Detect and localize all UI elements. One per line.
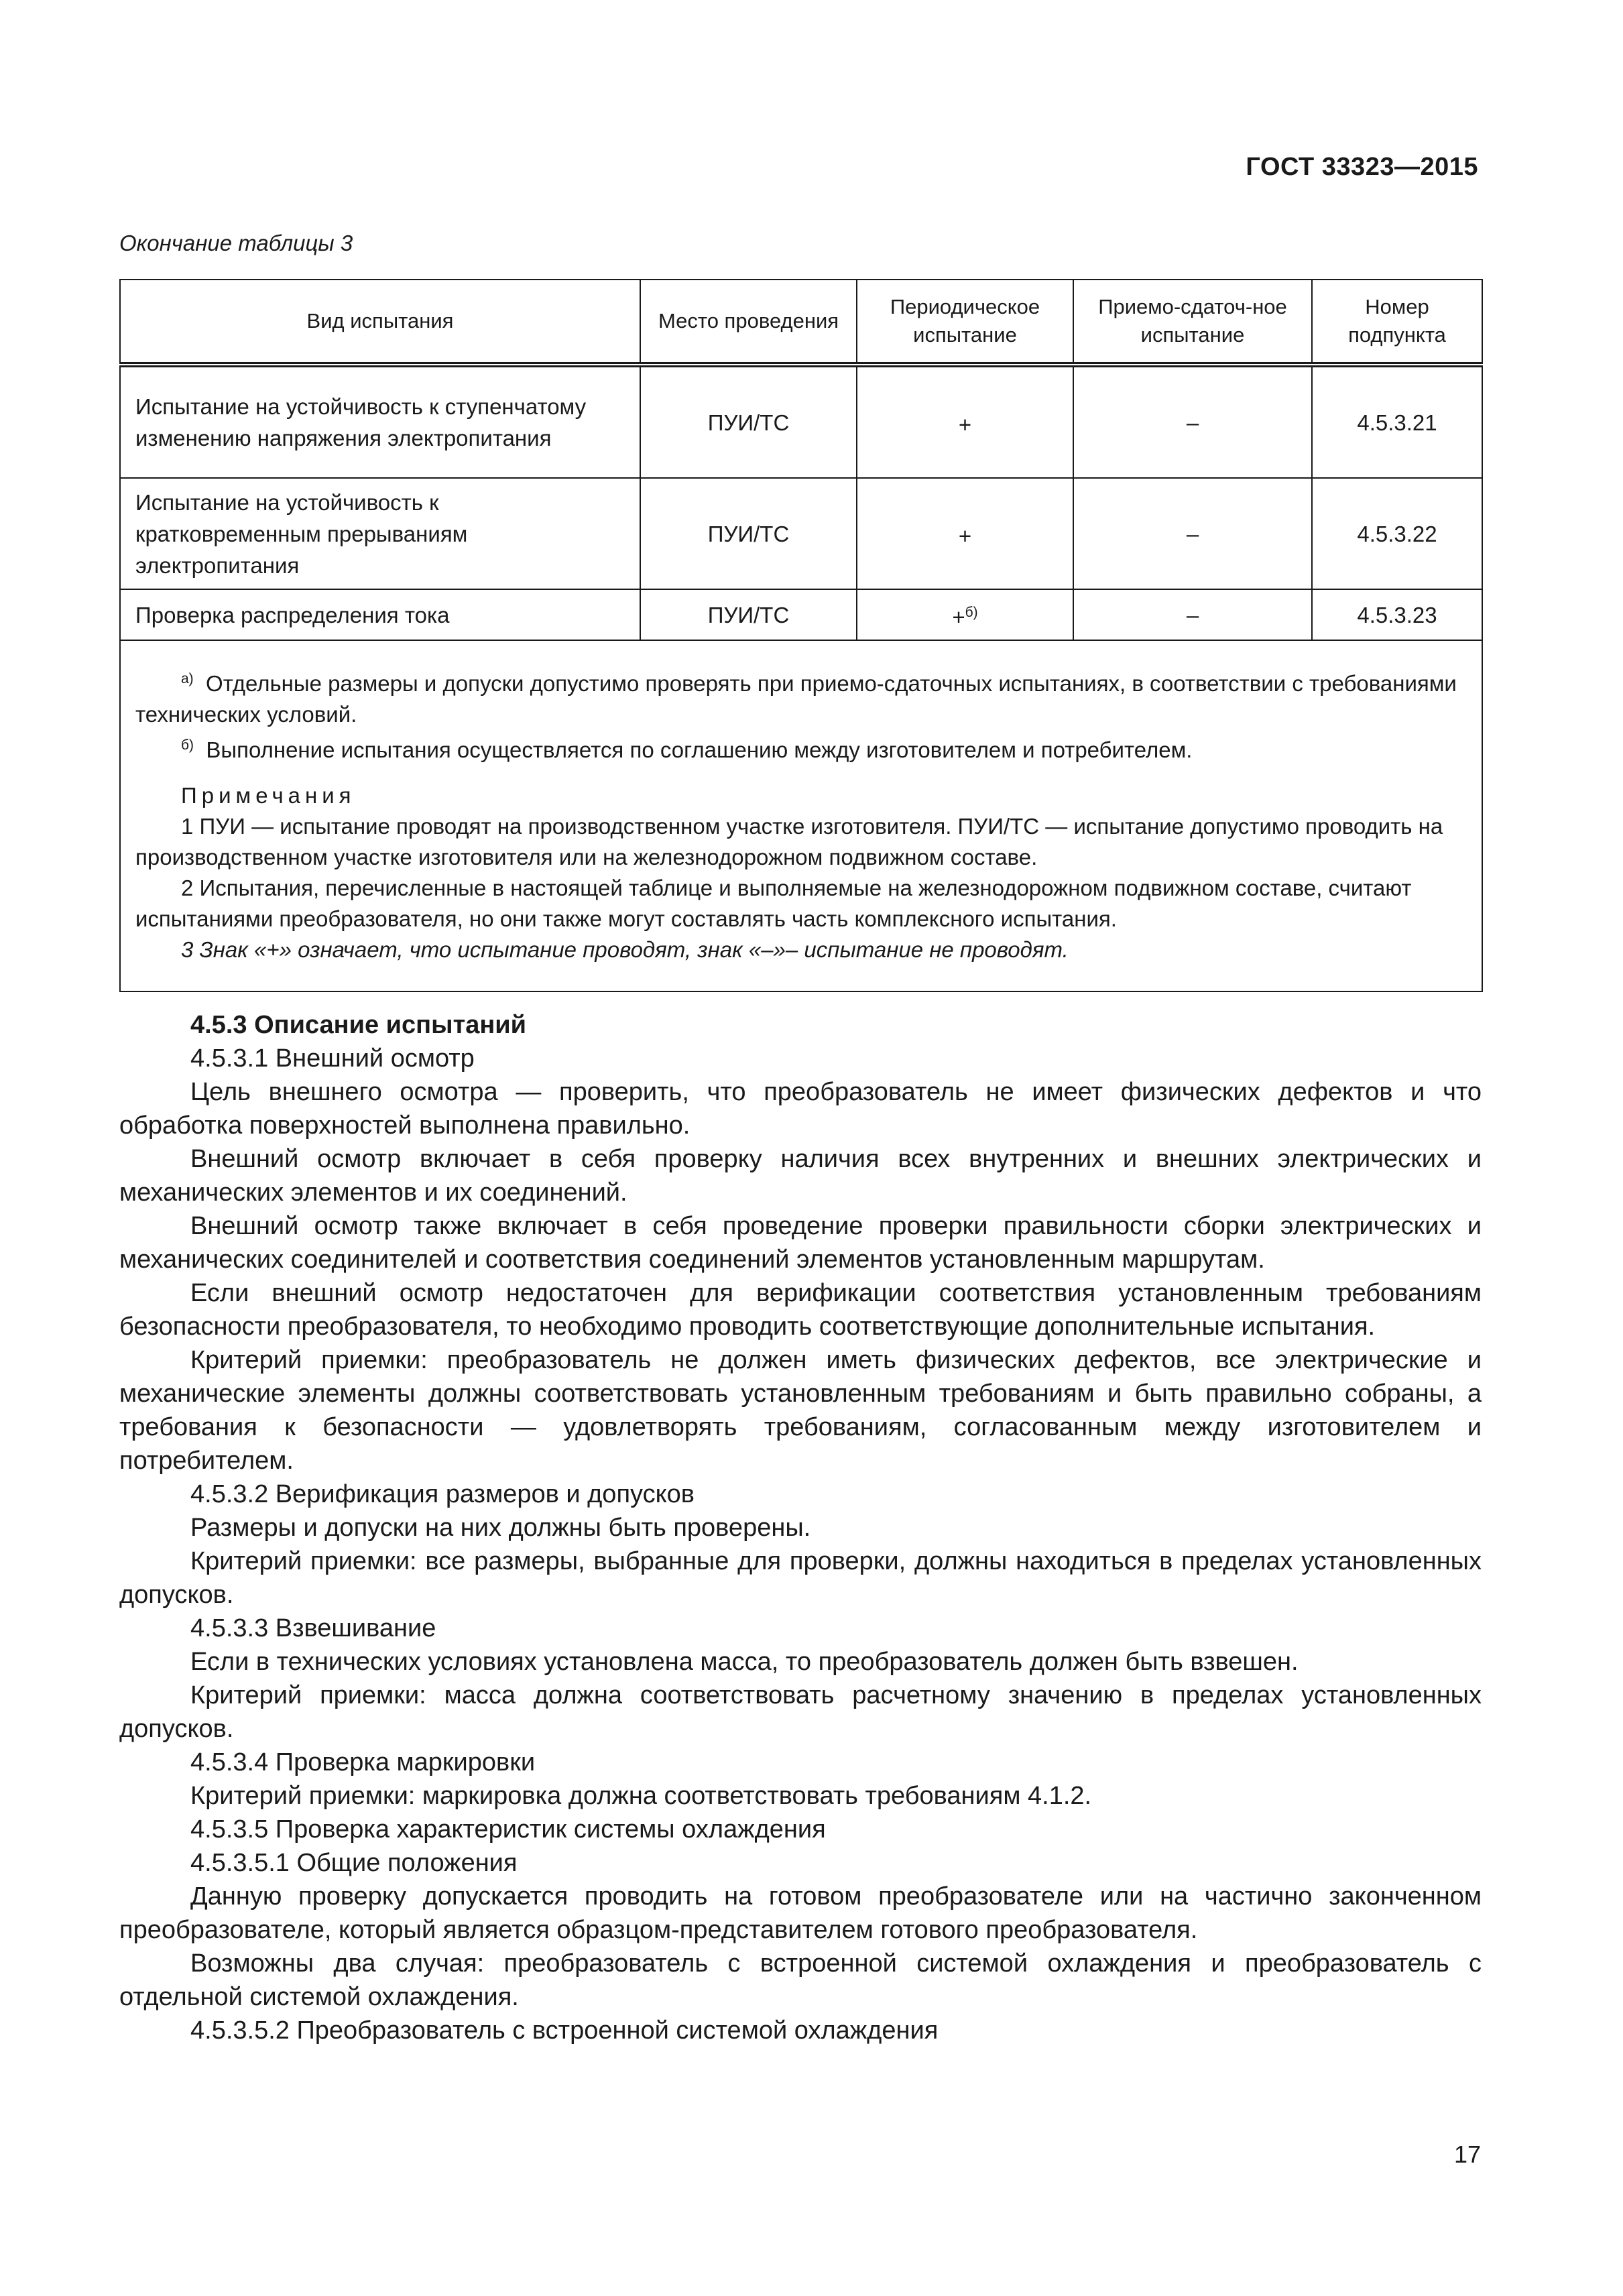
table-row (120, 478, 1482, 589)
periodic-cell (857, 365, 1073, 478)
footnote (135, 730, 1467, 766)
paragraph: Если внешний осмотр недостаточен для верификации соответствия установленным требованиям безопасности преобразователя, то необходимо проводить соответствующие дополнительные испытания. (119, 1279, 1482, 1341)
section-heading: 4.5.3 Описание испытаний (190, 1011, 526, 1039)
table-row (120, 365, 1482, 478)
paragraph: Цель внешнего осмотра — проверить, что преобразователь не имеет физических дефектов и что обработка поверхностей выполнена правильно. (119, 1078, 1482, 1140)
test-table (119, 279, 1483, 992)
paragraph: Критерий приемки: маркировка должна соответствовать требованиям 4.1.2. (190, 1782, 1092, 1810)
body-text (119, 1008, 1482, 2047)
note: 2 Испытания, перечисленные в настоящей таблице и выполняемые на железнодорожном подвижном составе, считают испытаниями преобразователя, но они также могут составлять часть комплексного испытания. (135, 875, 1412, 931)
periodic-mark: + (958, 412, 972, 437)
place-cell: ПУИ/ТС (640, 478, 857, 589)
clause-cell: 4.5.3.21 (1312, 365, 1482, 478)
column-header: Место проведения (640, 280, 857, 365)
paragraph: Размеры и допуски на них должны быть проверены. (190, 1514, 811, 1542)
paragraph: 4.5.3.1 Внешний осмотр (190, 1044, 475, 1073)
note: 1 ПУИ — испытание проводят на производственном участке изготовителя. ПУИ/ТС — испытание допустимо проводить на производственном участке изготовителя или на железнодорожном подвижном составе. (135, 814, 1443, 869)
acceptance-cell: – (1073, 589, 1312, 640)
test-name-cell: Испытание на устойчивость к ступенчатому изменению напряжения электропитания (120, 365, 640, 478)
periodic-mark: + (958, 524, 972, 548)
paragraph: 4.5.3.5.2 Преобразователь с встроенной системой охлаждения (190, 2016, 939, 2045)
periodic-cell (857, 589, 1073, 640)
standard-number: ГОСТ 33323—2015 (1246, 153, 1478, 181)
column-header: Приемо-сдаточ-ное испытание (1073, 280, 1312, 365)
paragraph: 4.5.3.3 Взвешивание (190, 1614, 436, 1642)
acceptance-cell: – (1073, 478, 1312, 589)
table-notes-cell (120, 640, 1482, 991)
column-header: Вид испытания (120, 280, 640, 365)
paragraph: Если в технических условиях установлена масса, то преобразователь должен быть взвешен. (190, 1648, 1299, 1676)
paragraph: 4.5.3.2 Верификация размеров и допусков (190, 1480, 695, 1508)
footnote-mark: а) (181, 671, 194, 686)
paragraph: Критерий приемки: все размеры, выбранные для проверки, должны находиться в пределах установленных допусков. (119, 1547, 1482, 1609)
column-header: Номер подпункта (1312, 280, 1482, 365)
footnote (135, 664, 1467, 730)
paragraph: Возможны два случая: преобразователь с встроенной системой охлаждения и преобразователь с отдельной системой охлаждения. (119, 1949, 1482, 2011)
paragraph: Данную проверку допускается проводить на готовом преобразователе или на частично законченном преобразователе, который является образцом-представителем готового преобразователя. (119, 1882, 1482, 1944)
clause-cell: 4.5.3.22 (1312, 478, 1482, 589)
test-name-cell: Испытание на устойчивость к кратковременным прерываниям электропитания (120, 478, 640, 589)
table-row (120, 589, 1482, 640)
page-number: 17 (1453, 2140, 1481, 2168)
table-notes-row (120, 640, 1482, 991)
paragraph: Внешний осмотр также включает в себя проведение проверки правильности сборки электрических и механических соединителей и соответствия соединений элементов установленным маршрутам. (119, 1212, 1482, 1274)
paragraph: Критерий приемки: преобразователь не должен иметь физических дефектов, все электрические и механические элементы должны соответствовать установленным требованиям и быть правильно собраны, а требования к безопасности — удовлетворять требованиям, согласованным между изготовителем и потребителем. (119, 1346, 1482, 1475)
footnote-text: Отдельные размеры и допуски допустимо проверять при приемо-сдаточных испытаниях, в соответствии с требованиями технических условий. (135, 671, 1457, 727)
paragraph: 4.5.3.4 Проверка маркировки (190, 1748, 536, 1776)
periodic-cell (857, 478, 1073, 589)
notes-title: Примечания (181, 783, 356, 808)
place-cell: ПУИ/ТС (640, 365, 857, 478)
footnote-mark: б) (181, 737, 194, 753)
clause-cell: 4.5.3.23 (1312, 589, 1482, 640)
paragraph: Внешний осмотр включает в себя проверку наличия всех внутренних и внешних электрических и механических элементов и их соединений. (119, 1145, 1482, 1207)
paragraph: Критерий приемки: масса должна соответствовать расчетному значению в пределах установленных допусков. (119, 1681, 1482, 1743)
periodic-footnote-mark: б) (965, 605, 978, 620)
periodic-mark: + (952, 605, 965, 629)
note: 3 Знак «+» означает, что испытание проводят, знак «–»– испытание не проводят. (181, 937, 1069, 962)
place-cell: ПУИ/ТС (640, 589, 857, 640)
table-header-row (120, 280, 1482, 365)
test-name-cell: Проверка распределения тока (120, 589, 640, 640)
footnote-text: Выполнение испытания осуществляется по соглашению между изготовителем и потребителем. (206, 737, 1193, 762)
paragraph: 4.5.3.5.1 Общие положения (190, 1849, 518, 1877)
column-header: Периодическое испытание (857, 280, 1073, 365)
table-caption: Окончание таблицы 3 (119, 231, 353, 255)
acceptance-cell: – (1073, 365, 1312, 478)
paragraph: 4.5.3.5 Проверка характеристик системы охлаждения (190, 1815, 826, 1844)
